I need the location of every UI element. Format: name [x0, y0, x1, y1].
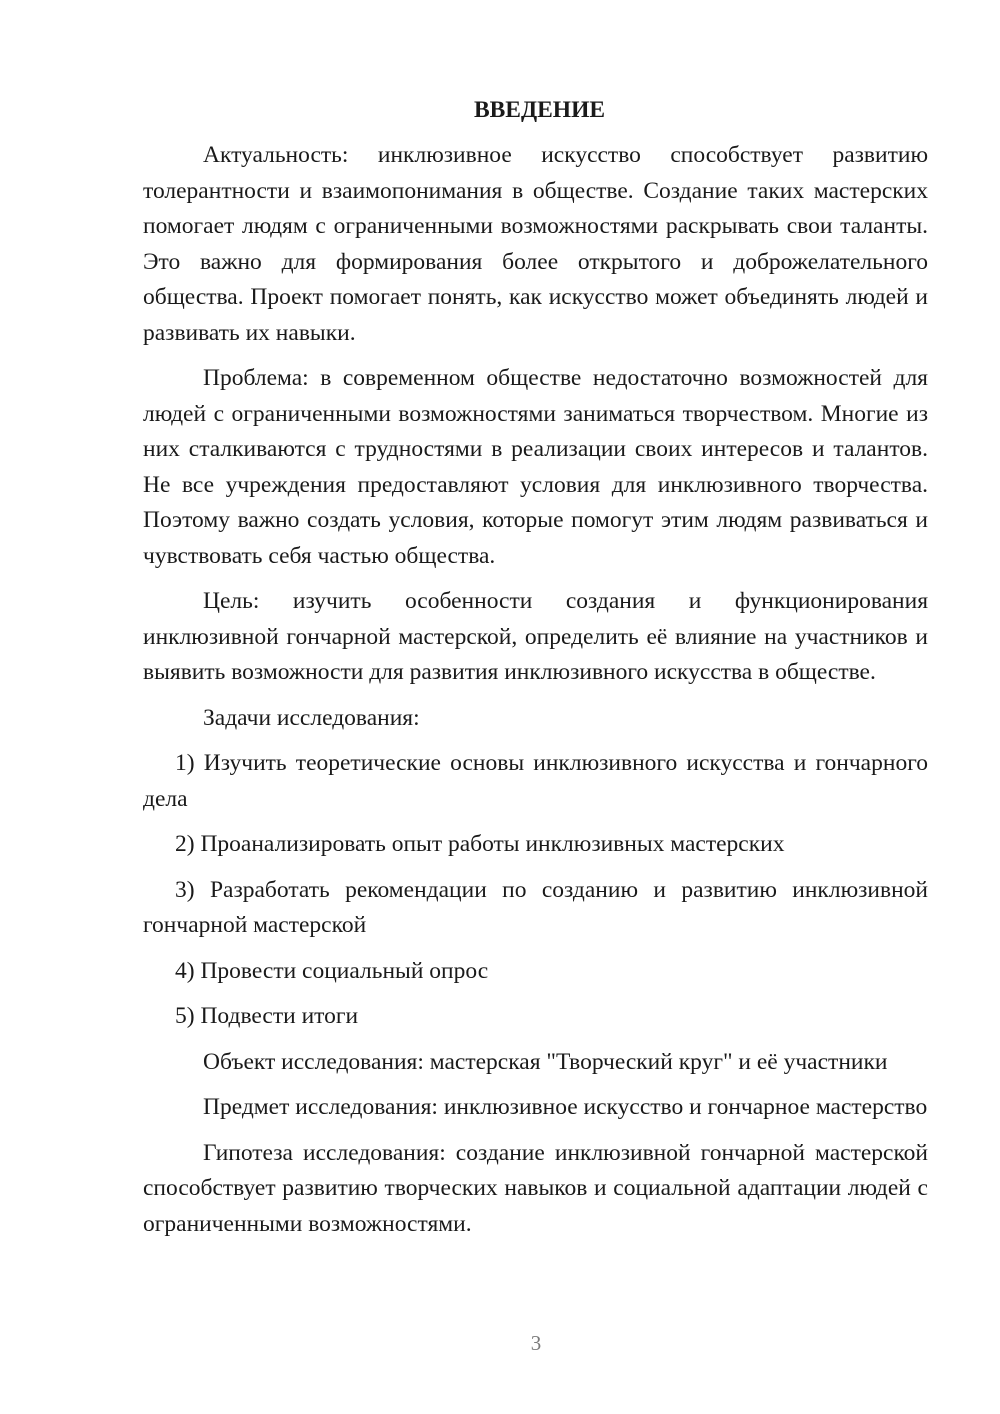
goal-paragraph: Цель: изучить особенности создания и функционирования инклюзивной гончарной мастерской, определить её влияние на участников и выявить возможности для развития инклюзивного искусства в обществе.	[143, 588, 928, 685]
relevance-paragraph: Актуальность: инклюзивное искусство способствует развитию толерантности и взаимопонимания в обществе. Создание таких мастерских помогает людям с ограниченными возможностями раскрывать свои таланты. Это важно для формирования более открытого и доброжелательного общества. Проект помогает понять, как искусство может объединять людей и развивать их навыки.	[143, 142, 928, 346]
tasks-heading: Задачи исследования:	[203, 704, 420, 731]
hypothesis-paragraph: Гипотеза исследования: создание инклюзивной гончарной мастерской способствует развитию творческих навыков и социальной адаптации людей с ограниченными возможностями.	[143, 1139, 928, 1237]
document-body	[143, 92, 928, 1252]
page-number: 3	[530, 1331, 542, 1355]
task-item: 5) Подвести итоги	[175, 1003, 359, 1029]
object-paragraph: Объект исследования: мастерская "Творческий круг" и её участники	[203, 1048, 888, 1075]
problem-paragraph: Проблема: в современном обществе недостаточно возможностей для людей с ограниченными возможностями заниматься творчеством. Многие из них сталкиваются с трудностями в реализации своих интересов и талантов. Не все учреждения предоставляют условия для инклюзивного творчества. Поэтому важно создать условия, которые помогут этим людям развиваться и чувствовать себя частью общества.	[143, 365, 928, 569]
task-item: 2) Проанализировать опыт работы инклюзивных мастерских	[175, 831, 785, 857]
page-title: ВВЕДЕНИЕ	[473, 97, 606, 123]
task-item: 1) Изучить теоретические основы инклюзивного искусства и гончарного дела	[143, 750, 928, 812]
tasks-list	[143, 746, 928, 1035]
task-item: 3) Разработать рекомендации по созданию и развитию инклюзивной гончарной мастерской	[143, 876, 928, 938]
subject-paragraph: Предмет исследования: инклюзивное искусство и гончарное мастерство	[203, 1094, 928, 1120]
task-item: 4) Провести социальный опрос	[175, 957, 489, 984]
